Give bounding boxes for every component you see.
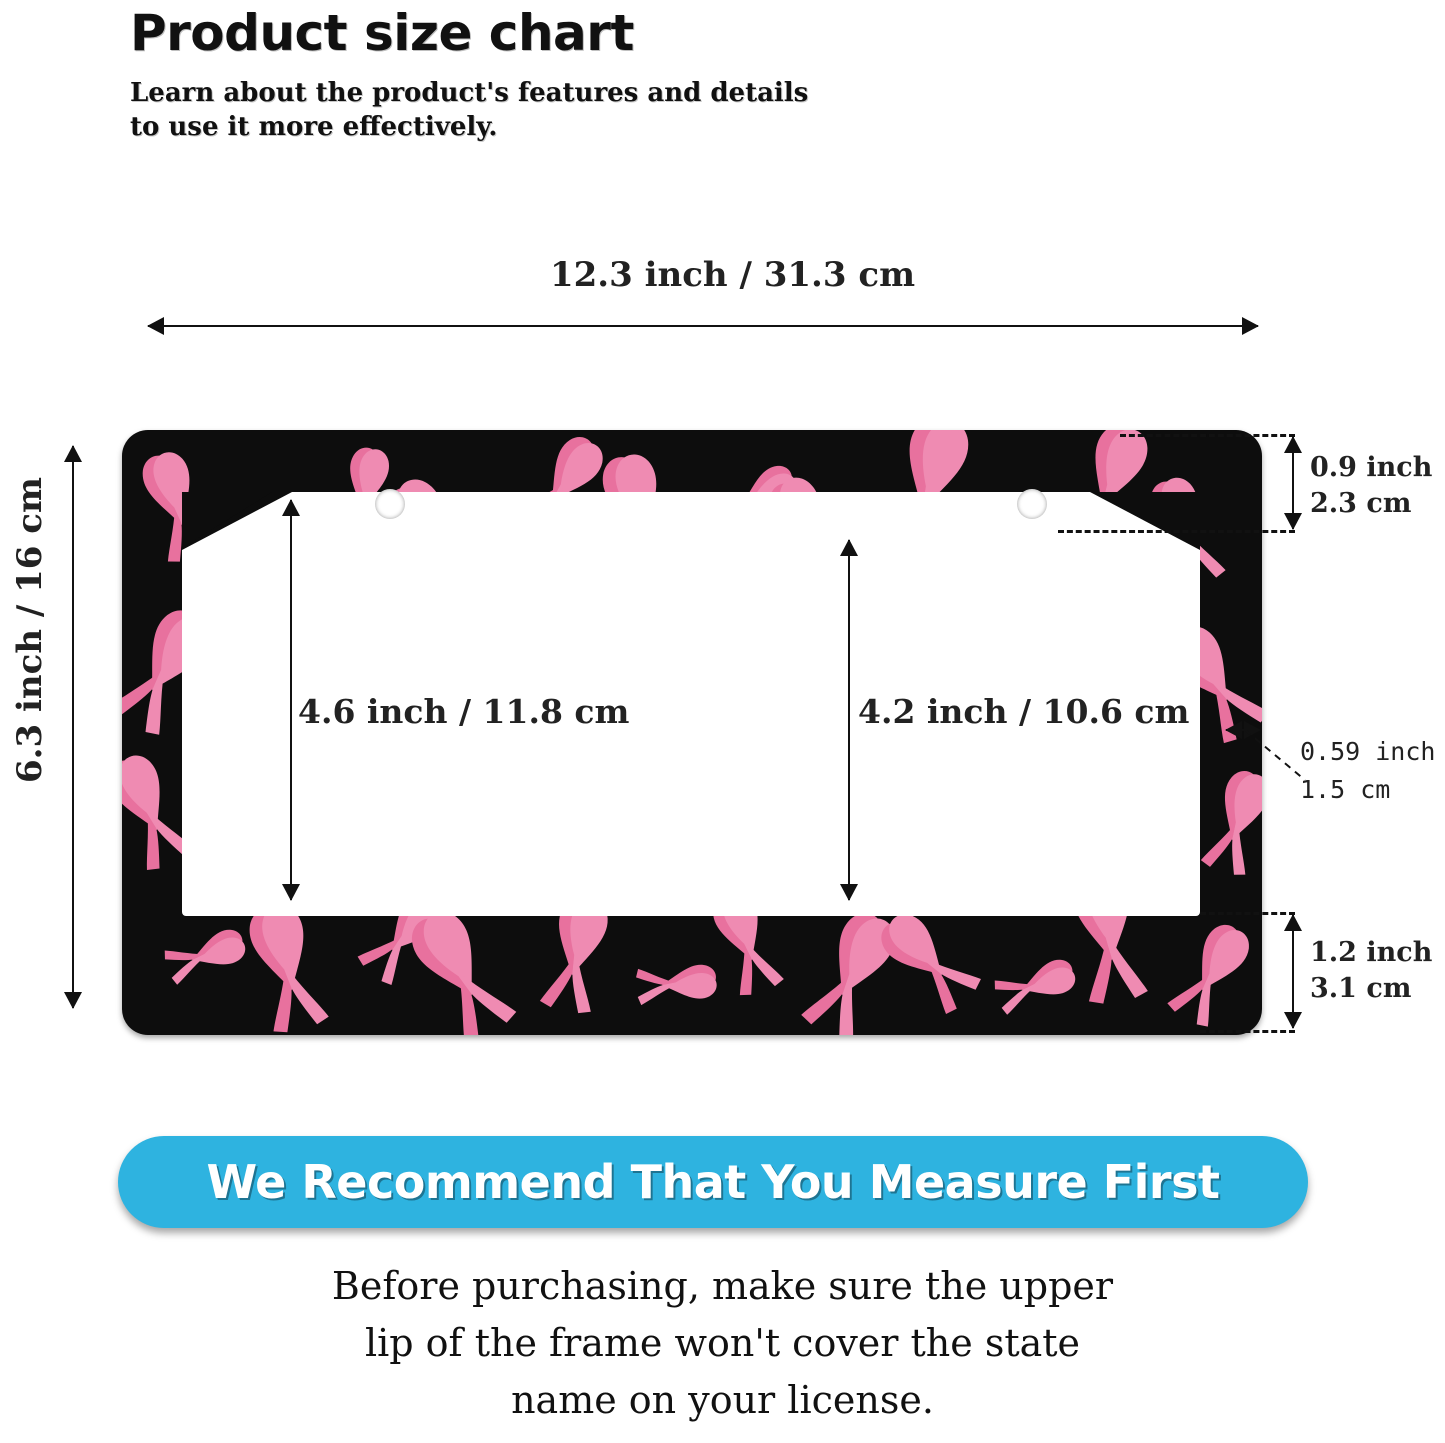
footer-note	[0, 1258, 1445, 1429]
mounting-hole-left	[375, 489, 405, 519]
subtitle-line-1: Learn about the product's features and details	[130, 78, 809, 108]
license-plate-frame	[122, 430, 1262, 1035]
bottom-lip-dashed-lower	[1200, 1030, 1295, 1033]
frame-top-lip-shape	[122, 430, 1262, 1035]
header	[130, 4, 1230, 144]
frame-body	[122, 430, 1262, 1035]
window-height-right-arrow	[848, 540, 850, 900]
top-lip-cm: 2.3 cm	[1310, 488, 1412, 519]
footer-line-2: lip of the frame won't cover the state	[364, 1321, 1081, 1365]
bottom-lip-dashed-upper	[1200, 912, 1295, 915]
bottom-lip-cm: 3.1 cm	[1310, 973, 1412, 1004]
top-lip-dashed-upper	[1120, 434, 1295, 437]
footer-line-1: Before purchasing, make sure the upper	[331, 1264, 1114, 1308]
overall-height-arrow	[72, 446, 74, 1008]
overall-width-label: 12.3 inch / 31.3 cm	[549, 255, 916, 295]
bottom-lip-label	[1310, 935, 1432, 1007]
page-title: Product size chart	[130, 4, 634, 62]
window-height-left-label: 4.6 inch / 11.8 cm	[298, 692, 630, 731]
bottom-lip-inch: 1.2 inch	[1310, 937, 1433, 968]
recommendation-banner	[118, 1136, 1308, 1228]
window-height-left-arrow	[290, 500, 292, 900]
recommendation-banner-text: We Recommend That You Measure First	[206, 1155, 1220, 1209]
page-subtitle	[130, 76, 1230, 144]
top-lip-inch: 0.9 inch	[1310, 452, 1433, 483]
overall-width-arrow	[148, 325, 1258, 327]
top-lip-arrow	[1292, 437, 1294, 529]
bottom-lip-arrow	[1292, 915, 1294, 1028]
overall-height-label: 6.3 inch / 16 cm	[10, 477, 50, 783]
side-border-inch: 0.59 inch	[1300, 737, 1436, 766]
subtitle-line-2: to use it more effectively.	[130, 112, 498, 142]
side-border-cm: 1.5 cm	[1300, 775, 1391, 804]
top-lip-label	[1310, 450, 1432, 522]
mounting-hole-right	[1017, 489, 1047, 519]
side-border-label	[1300, 733, 1435, 809]
top-lip-dashed-lower	[1058, 530, 1295, 533]
footer-line-3: name on your license.	[511, 1378, 934, 1422]
window-height-right-label: 4.2 inch / 10.6 cm	[858, 692, 1190, 731]
